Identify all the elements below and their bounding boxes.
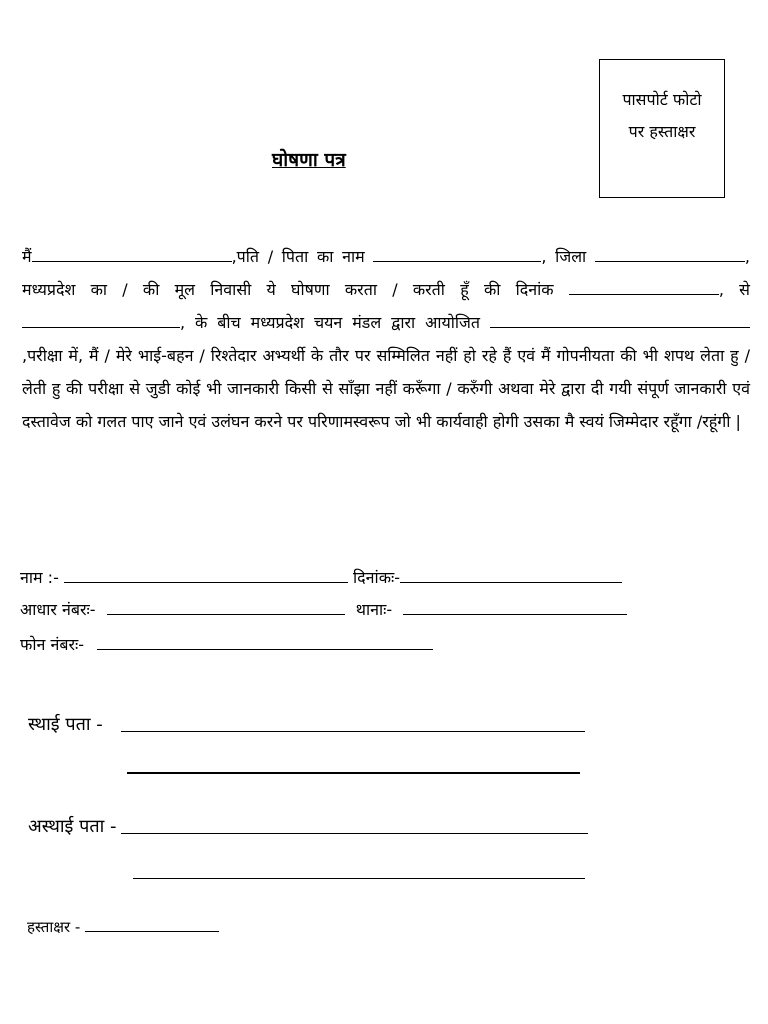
- name-label: नाम :-: [20, 568, 59, 587]
- aadhaar-label: आधार नंबरः-: [20, 600, 96, 619]
- body-part-5: , से: [718, 280, 750, 299]
- date-line: [400, 568, 622, 583]
- thana-label: थानाः-: [355, 600, 393, 619]
- passport-photo-box: [599, 59, 725, 198]
- exam-name-blank: [490, 313, 750, 328]
- permanent-address-label: स्थाई पता -: [28, 714, 103, 735]
- signature-line: [85, 918, 219, 932]
- phone-label: फोन नंबरः-: [20, 635, 85, 654]
- name-date-row: [20, 566, 622, 588]
- name-line: [64, 568, 348, 583]
- body-part-7: ,परीक्षा में, मैं / मेरे भाई-बहन / रिश्तेदार अभ्यर्थी के तौर पर सम्मिलित नहीं हो रहे हैं एवं मैं गोपनीयता की भी शपथ लेता हु / लेती हु की परीक्षा से जुडी कोई भी जानकारी किसी से साँझा नहीं करूँगा / करुँगी अथवा मेरे द्वारा दी गयी संपूर्ण जानकारी एवं दस्तावेज को गलत पाए जाने एवं उलंघन करने पर परिणामस्वरूप जो भी कार्यवाही होगी उसका मै स्वयं जिम्मेदार रहूँगा /रहूंगी |: [22, 346, 750, 431]
- permanent-address-line-2: [127, 772, 580, 774]
- body-part-2: ,पति / पिता का नाम: [231, 247, 365, 266]
- body-part-6: , के बीच मध्यप्रदेश चयन मंडल द्वारा आयोजित: [180, 313, 481, 332]
- temporary-address-line-2: [133, 878, 585, 879]
- declaration-paragraph: [22, 240, 750, 438]
- body-part-4: , मध्यप्रदेश का / की मूल निवासी ये घोषणा करता / करती हूँ की दिनांक: [22, 247, 750, 299]
- page-title: घोषणा पत्र: [272, 149, 346, 171]
- signature-row: [27, 917, 219, 937]
- father-husband-name-blank: [373, 247, 541, 262]
- photo-box-line-1: पासपोर्ट फोटो: [622, 90, 702, 109]
- district-blank: [595, 247, 745, 262]
- permanent-address-line-1: [121, 731, 585, 732]
- signature-label: हस्ताक्षर -: [27, 918, 81, 936]
- temporary-address-label: अस्थाई पता -: [28, 816, 117, 837]
- date-label: दिनांकः-: [353, 568, 400, 587]
- phone-row: [20, 633, 433, 655]
- photo-box-line-2: पर हस्ताक्षर: [628, 122, 696, 141]
- date-from-blank: [569, 280, 719, 295]
- body-part-3: , जिला: [541, 247, 587, 266]
- temporary-address-line-1: [121, 833, 588, 834]
- aadhaar-line: [107, 600, 345, 615]
- phone-line: [97, 635, 433, 650]
- body-part-1: मैं: [22, 247, 32, 266]
- date-to-blank: [22, 313, 180, 328]
- thana-line: [403, 600, 627, 615]
- aadhaar-thana-row: [20, 598, 627, 620]
- applicant-name-blank: [32, 247, 232, 262]
